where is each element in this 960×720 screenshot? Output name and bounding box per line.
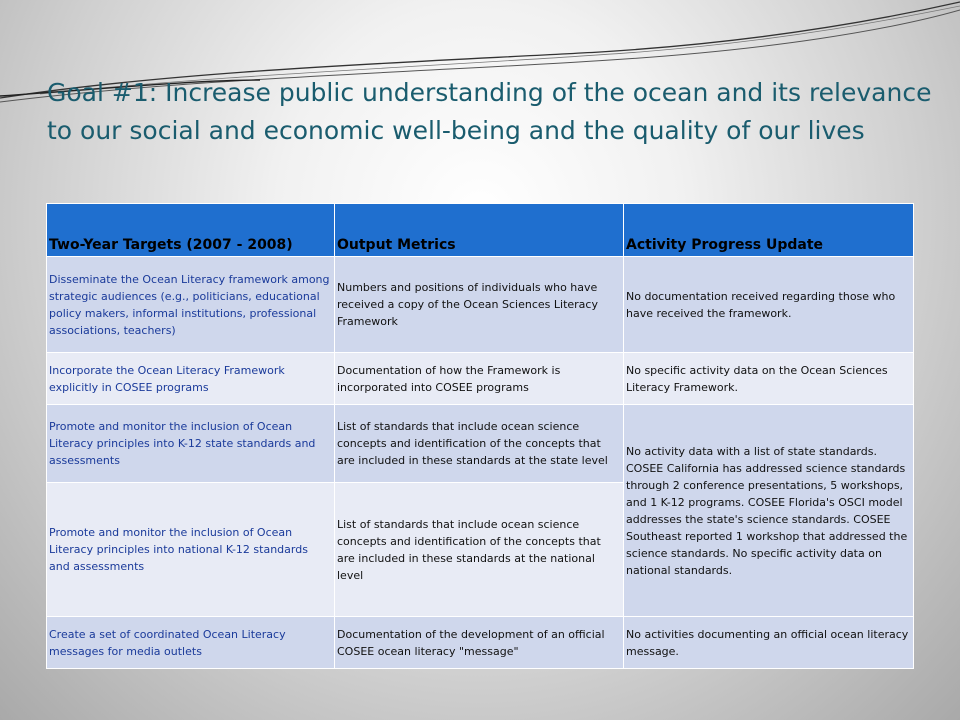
update-cell: No documentation received regarding those who have received the framework. bbox=[624, 257, 914, 353]
table-row bbox=[47, 257, 914, 353]
table-row bbox=[47, 353, 914, 405]
metric-cell: List of standards that include ocean science concepts and identification of the concepts that are included in these standards at the state level bbox=[335, 405, 624, 483]
metric-cell: Documentation of the development of an official COSEE ocean literacy "message" bbox=[335, 617, 624, 669]
slide-title: Goal #1: Increase public understanding of the ocean and its relevance to our social and economic well-being and the quality of our lives bbox=[47, 78, 932, 145]
table-header-row bbox=[47, 204, 914, 257]
update-cell: No specific activity data on the Ocean Sciences Literacy Framework. bbox=[624, 353, 914, 405]
header-progress-update: Activity Progress Update bbox=[624, 204, 914, 257]
table-row bbox=[47, 617, 914, 669]
target-cell: Promote and monitor the inclusion of Ocean Literacy principles into national K-12 standards and assessments bbox=[47, 483, 335, 617]
update-cell: No activity data with a list of state standards. COSEE California has addressed science standards through 2 conference presentations, 5 workshops, and 1 K-12 programs. COSEE Florida's OSCI model addresses the state's science standards. COSEE Southeast reported 1 workshop that addressed the science standards. No specific activity data on national standards. bbox=[624, 405, 914, 617]
update-cell: No activities documenting an official ocean literacy message. bbox=[624, 617, 914, 669]
metric-cell: Numbers and positions of individuals who have received a copy of the Ocean Sciences Literacy Framework bbox=[335, 257, 624, 353]
target-cell: Promote and monitor the inclusion of Ocean Literacy principles into K-12 state standards and assessments bbox=[47, 405, 335, 483]
table-row bbox=[47, 405, 914, 483]
target-cell: Disseminate the Ocean Literacy framework among strategic audiences (e.g., politicians, educational policy makers, informal institutions, professional associations, teachers) bbox=[47, 257, 335, 353]
target-cell: Create a set of coordinated Ocean Literacy messages for media outlets bbox=[47, 617, 335, 669]
metric-cell: List of standards that include ocean science concepts and identification of the concepts that are included in these standards at the national level bbox=[335, 483, 624, 617]
header-output-metrics: Output Metrics bbox=[335, 204, 624, 257]
header-targets: Two-Year Targets (2007 - 2008) bbox=[47, 204, 335, 257]
metric-cell: Documentation of how the Framework is incorporated into COSEE programs bbox=[335, 353, 624, 405]
target-cell: Incorporate the Ocean Literacy Framework explicitly in COSEE programs bbox=[47, 353, 335, 405]
goal-table bbox=[46, 203, 914, 669]
